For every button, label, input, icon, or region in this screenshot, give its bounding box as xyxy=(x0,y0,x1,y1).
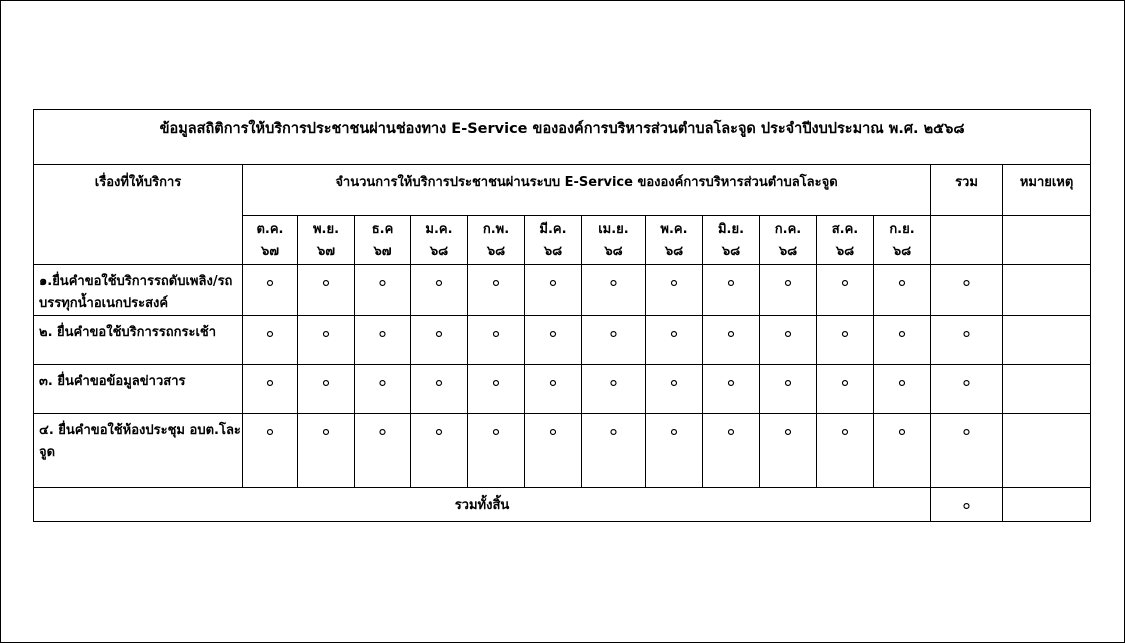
month-value: ๐ xyxy=(525,414,582,488)
month-header xyxy=(525,216,582,265)
month-value: ๐ xyxy=(582,365,646,414)
month-label: ธ.ค xyxy=(371,222,394,238)
month-value: ๐ xyxy=(874,414,931,488)
month-value: ๐ xyxy=(874,316,931,365)
month-value: ๐ xyxy=(468,414,525,488)
table-title: ข้อมูลสถิติการให้บริการประชาชนผ่านช่องทาง E-Service ขององค์การบริหารส่วนตำบลโละจูด ประจำปีงบประมาณ พ.ศ. ๒๕๖๘ xyxy=(34,110,1091,165)
month-value: ๐ xyxy=(243,265,298,316)
month-label: ก.ย. xyxy=(889,222,915,238)
month-year: ๖๘ xyxy=(429,244,449,260)
month-header xyxy=(874,216,931,265)
row-total: ๐ xyxy=(931,265,1003,316)
grand-total-row xyxy=(34,488,1091,522)
month-year: ๖๗ xyxy=(316,244,336,260)
month-value: ๐ xyxy=(243,316,298,365)
month-value: ๐ xyxy=(298,414,355,488)
month-label: มี.ค. xyxy=(539,222,567,238)
month-value: ๐ xyxy=(646,365,703,414)
month-header xyxy=(646,216,703,265)
month-label: ก.พ. xyxy=(482,222,510,238)
month-header xyxy=(760,216,817,265)
month-label: ม.ค. xyxy=(425,222,453,238)
month-value: ๐ xyxy=(760,365,817,414)
month-value: ๐ xyxy=(703,265,760,316)
month-value: ๐ xyxy=(411,265,468,316)
table-row xyxy=(34,265,1091,316)
total-month-blank xyxy=(931,216,1003,265)
month-label: ต.ค. xyxy=(256,222,284,238)
month-value: ๐ xyxy=(298,265,355,316)
month-value: ๐ xyxy=(646,414,703,488)
month-label: พ.ค. xyxy=(660,222,688,238)
month-value: ๐ xyxy=(355,365,411,414)
month-value: ๐ xyxy=(411,365,468,414)
month-year: ๖๘ xyxy=(835,244,855,260)
month-label: พ.ย. xyxy=(312,222,340,238)
month-header xyxy=(582,216,646,265)
service-header: เรื่องที่ให้บริการ xyxy=(34,165,243,265)
month-year: ๖๘ xyxy=(543,244,563,260)
month-value: ๐ xyxy=(582,265,646,316)
service-label: ๒. ยื่นคำขอใช้บริการรถกระเช้า xyxy=(34,316,243,365)
month-value: ๐ xyxy=(646,316,703,365)
month-year: ๖๘ xyxy=(721,244,741,260)
month-value: ๐ xyxy=(298,365,355,414)
row-note xyxy=(1003,265,1091,316)
month-value: ๐ xyxy=(411,316,468,365)
statistics-table xyxy=(33,109,1091,522)
month-header xyxy=(243,216,298,265)
month-year: ๖๘ xyxy=(892,244,912,260)
table-row xyxy=(34,365,1091,414)
month-header xyxy=(298,216,355,265)
row-note xyxy=(1003,365,1091,414)
row-total: ๐ xyxy=(931,316,1003,365)
month-value: ๐ xyxy=(355,414,411,488)
month-value: ๐ xyxy=(646,265,703,316)
month-year: ๖๘ xyxy=(778,244,798,260)
month-year: ๖๗ xyxy=(373,244,392,260)
month-value: ๐ xyxy=(760,265,817,316)
row-total: ๐ xyxy=(931,365,1003,414)
month-value: ๐ xyxy=(817,414,874,488)
service-label: ๔. ยื่นคำขอใช้ห้องประชุม อบต.โละจูด xyxy=(34,414,243,488)
month-value: ๐ xyxy=(817,265,874,316)
month-year: ๖๘ xyxy=(664,244,684,260)
month-value: ๐ xyxy=(355,265,411,316)
month-value: ๐ xyxy=(355,316,411,365)
note-header: หมายเหตุ xyxy=(1003,165,1091,216)
month-value: ๐ xyxy=(582,414,646,488)
month-label: ส.ค. xyxy=(831,222,859,238)
month-year: ๖๘ xyxy=(486,244,506,260)
month-value: ๐ xyxy=(298,316,355,365)
month-header xyxy=(411,216,468,265)
grand-total-note xyxy=(1003,488,1091,522)
table-row xyxy=(34,414,1091,488)
count-header: จำนวนการให้บริการประชาชนผ่านระบบ E-Service ขององค์การบริหารส่วนตำบลโละจูด xyxy=(243,165,931,216)
month-header xyxy=(468,216,525,265)
total-header: รวม xyxy=(931,165,1003,216)
row-note xyxy=(1003,414,1091,488)
month-value: ๐ xyxy=(468,316,525,365)
month-label: มิ.ย. xyxy=(717,222,745,238)
month-value: ๐ xyxy=(703,365,760,414)
month-value: ๐ xyxy=(703,316,760,365)
month-value: ๐ xyxy=(411,414,468,488)
month-value: ๐ xyxy=(760,414,817,488)
month-value: ๐ xyxy=(703,414,760,488)
row-total: ๐ xyxy=(931,414,1003,488)
month-value: ๐ xyxy=(817,365,874,414)
month-value: ๐ xyxy=(468,365,525,414)
note-month-blank xyxy=(1003,216,1091,265)
month-value: ๐ xyxy=(468,265,525,316)
month-value: ๐ xyxy=(582,316,646,365)
month-value: ๐ xyxy=(525,316,582,365)
month-header xyxy=(817,216,874,265)
row-note xyxy=(1003,316,1091,365)
month-header xyxy=(355,216,411,265)
month-year: ๖๗ xyxy=(260,244,280,260)
month-value: ๐ xyxy=(817,316,874,365)
month-label: ก.ค. xyxy=(774,222,802,238)
month-year: ๖๘ xyxy=(604,244,623,260)
month-value: ๐ xyxy=(525,365,582,414)
month-value: ๐ xyxy=(243,414,298,488)
grand-total-value: ๐ xyxy=(931,488,1003,522)
month-header xyxy=(703,216,760,265)
service-label: ๓. ยื่นคำขอข้อมูลข่าวสาร xyxy=(34,365,243,414)
service-label: ๑.ยื่นคำขอใช้บริการรถดับเพลิง/รถบรรทุกน้ำอเนกประสงค์ xyxy=(34,265,243,316)
month-value: ๐ xyxy=(874,365,931,414)
month-value: ๐ xyxy=(760,316,817,365)
month-value: ๐ xyxy=(874,265,931,316)
month-value: ๐ xyxy=(243,365,298,414)
table-row xyxy=(34,316,1091,365)
grand-total-label: รวมทั้งสิ้น xyxy=(34,488,931,522)
month-value: ๐ xyxy=(525,265,582,316)
month-label: เม.ย. xyxy=(598,222,629,238)
